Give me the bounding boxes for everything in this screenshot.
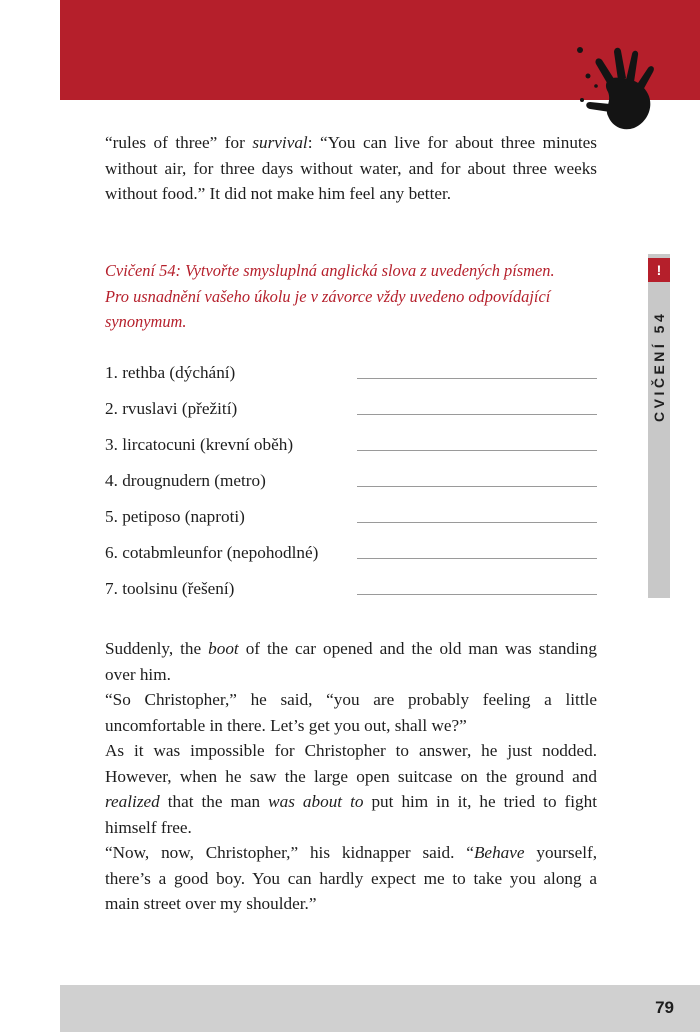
intro-paragraph: “rules of three” for survival: “You can live for about three minutes without air, for three days without water, and for about three weeks without food.” It did not make him feel any better. bbox=[105, 133, 597, 203]
exercise-item bbox=[105, 574, 597, 610]
exercise-item-text: 6. cotabmleunfor (nepohodlné) bbox=[105, 543, 319, 562]
exercise-item bbox=[105, 502, 597, 538]
story-paragraph: Suddenly, the boot of the car opened and the old man was standing over him. “So Christopher,” he said, “you are probably feeling a little uncomfortable in there. Let’s get you out, shall we?” As it was impossible for Christopher to answer, he just nodded. However, when he saw the large open suitcase on the ground and realized that the man was about to put him in it, he tried to fight himself free. “Now, now, Christopher,” his kidnapper said. “Behave yourself, there’s a good boy. You can hardly expect me to take you along a main street over my shoulder.” bbox=[105, 639, 598, 913]
handprint-icon bbox=[572, 42, 658, 132]
page-number: 79 bbox=[655, 998, 674, 1017]
exercise-item-text: 2. rvuslavi (přežití) bbox=[105, 399, 238, 418]
exercise-item-text: 4. drougnudern (metro) bbox=[105, 471, 266, 490]
answer-blank[interactable] bbox=[357, 486, 597, 487]
exercise-item bbox=[105, 430, 597, 466]
answer-blank[interactable] bbox=[357, 558, 597, 559]
answer-blank[interactable] bbox=[357, 378, 597, 379]
exercise-item-text: 7. toolsinu (řešení) bbox=[105, 579, 235, 598]
exercise-item bbox=[105, 394, 597, 430]
answer-blank[interactable] bbox=[357, 414, 597, 415]
exercise-instruction: Cvičení 54: Vytvořte smysluplná anglická slova z uvedených písmen. Pro usnadnění vašeho úkolu je v závorce vždy uvedeno odpovídající synonymum. bbox=[105, 261, 555, 331]
exercise-side-tab bbox=[648, 254, 670, 598]
answer-blank[interactable] bbox=[357, 594, 597, 595]
exercise-item-text: 3. lircatocuni (krevní oběh) bbox=[105, 435, 294, 454]
exercise-list bbox=[105, 358, 597, 610]
exercise-item-text: 1. rethba (dýchání) bbox=[105, 363, 236, 382]
exercise-item bbox=[105, 538, 597, 574]
footer-band bbox=[60, 985, 700, 1032]
side-tab-label: CVIČENÍ 54 bbox=[651, 310, 667, 422]
answer-blank[interactable] bbox=[357, 522, 597, 523]
exercise-item bbox=[105, 358, 597, 394]
exercise-item-text: 5. petiposo (naproti) bbox=[105, 507, 245, 526]
alert-icon: ! bbox=[648, 258, 670, 282]
answer-blank[interactable] bbox=[357, 450, 597, 451]
exercise-item bbox=[105, 466, 597, 502]
